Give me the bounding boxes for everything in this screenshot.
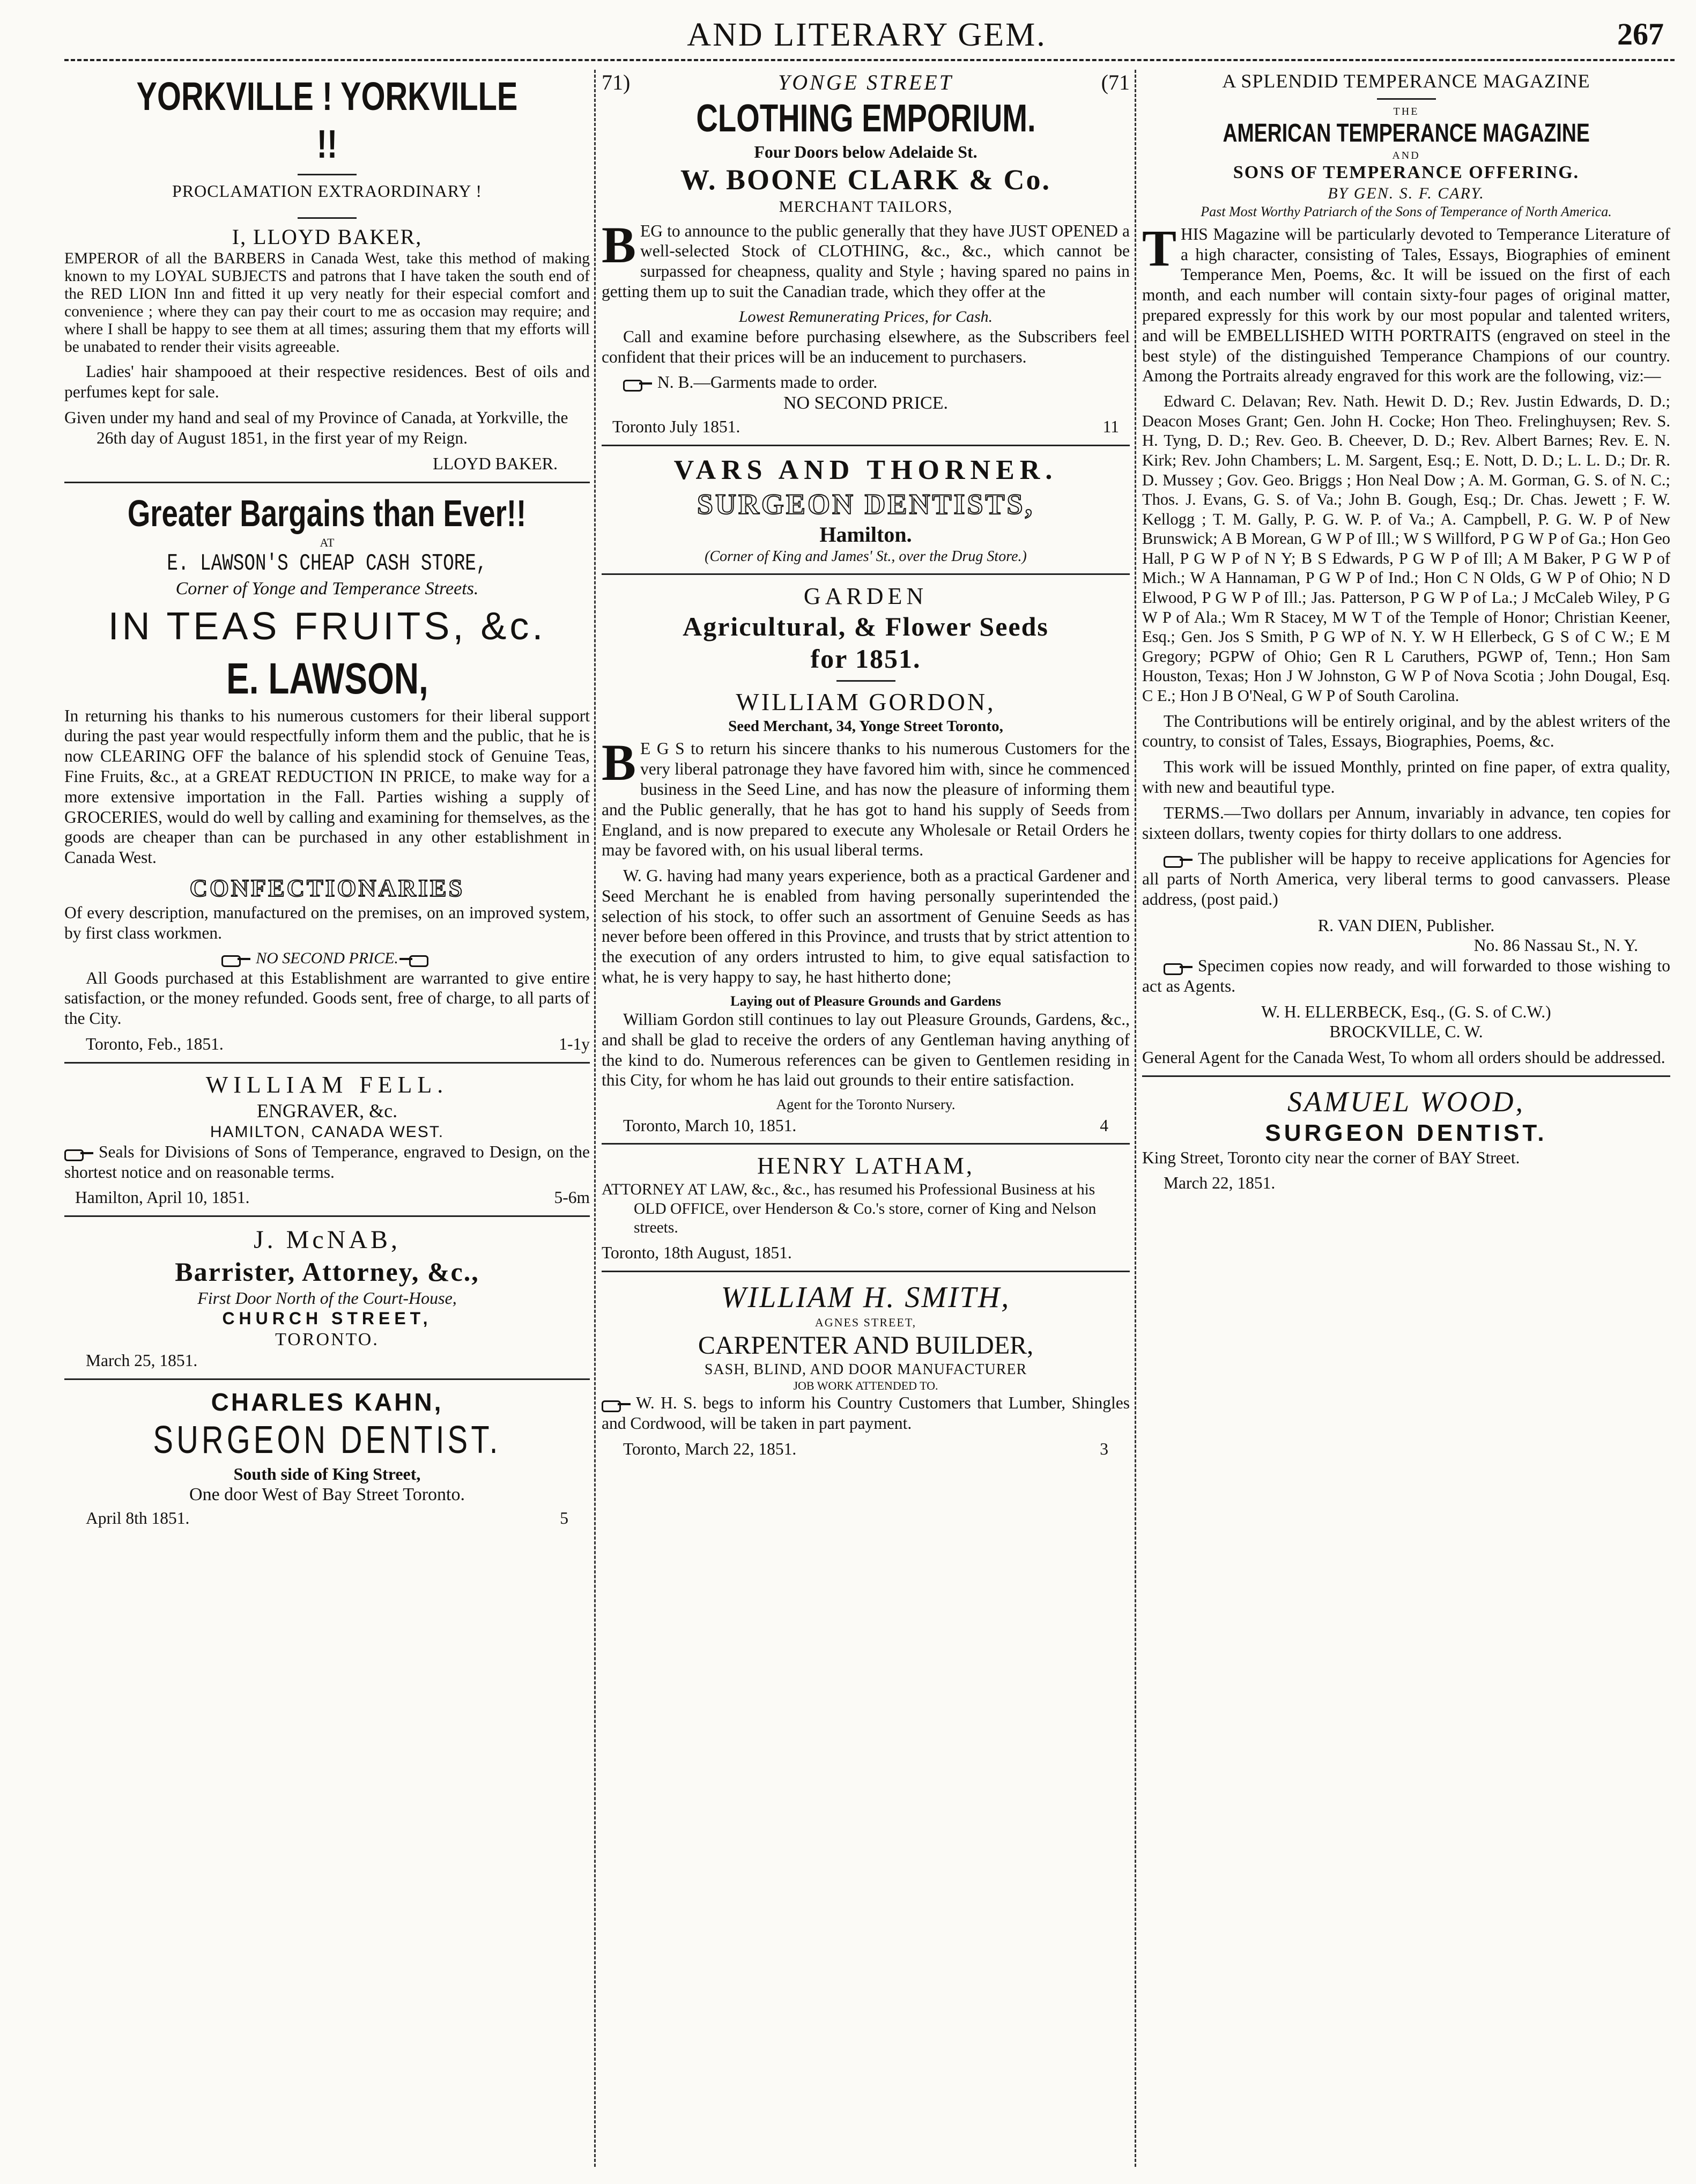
smith-ad (602, 1280, 1130, 1459)
section-rule (64, 1378, 590, 1380)
ad-subtitle: PROCLAMATION EXTRAORDINARY ! (172, 181, 482, 201)
lawson-ad (64, 491, 590, 1054)
column-2 (602, 70, 1130, 2167)
ad-role: Barrister, Attorney, &c., (175, 1256, 479, 1287)
ad-name: CHARLES KAHN, (211, 1388, 443, 1416)
header-rule (64, 59, 1675, 61)
ad-address: King Street, Toronto city near the corner of BAY Street. (1142, 1148, 1520, 1167)
terms-text: TERMS.—Two dollars per Annum, invariably in advance, ten copies for sixteen dollars, twenty copies for thirty dollars to one address. (1142, 803, 1670, 843)
drop-cap: B (602, 216, 636, 274)
ad-and: AND (1392, 149, 1420, 161)
running-title: AND LITERARY GEM. (687, 17, 1047, 53)
ad-footer (602, 1116, 1130, 1136)
monthly-text: This work will be issued Monthly, printed on fine paper, of extra quality, with new and beautiful type. (1142, 757, 1670, 797)
section-rule (64, 1215, 590, 1217)
column-1 (64, 70, 590, 2167)
street-name: YONGE STREET (778, 70, 953, 94)
ad-at: AT (320, 535, 335, 549)
section-rule (64, 1062, 590, 1064)
confect-body: Of every description, manufactured on the premises, on an improved system, by first class workmen. (64, 903, 590, 942)
ad-given: Given under my hand and seal of my Province of Canada, at Yorkville, the 26th day of August 1851, in the first year of my Reign. (64, 408, 568, 447)
fell-ad (64, 1071, 590, 1208)
pointing-hand-icon (1164, 853, 1194, 868)
agent-text: General Agent for the Canada West, To whom all orders should be addressed. (1142, 1048, 1665, 1067)
ad-address: South side of King Street, (233, 1464, 421, 1484)
ad-sons: SONS OF TEMPERANCE OFFERING. (1233, 162, 1580, 182)
ad-name: SAMUEL WOOD, (1287, 1085, 1525, 1118)
ad-title: YORKVILLE ! YORKVILLE !! (136, 74, 518, 166)
confectionaries-heading: CONFECTIONARIES (189, 874, 465, 902)
vars-thorner-ad (602, 454, 1130, 566)
ad-top: A SPLENDID TEMPERANCE MAGAZINE (1222, 70, 1590, 92)
ad-body: In returning his thanks to his numerous customers for their liberal support during the past year would respectfully inform them and the public, that he is now CLEARING OFF the balance of his splendid stock of Genuine Teas, Fine Fruits, &c., at a GREAT REDUCTION IN PRICE, to make way for a more extensive importation in the Fall. Parties wishing a supply of GROCERIES, would do well by calling and examining for themselves, as the goods are cheaper than can be purchased in any other establishment in Canada West. (64, 706, 590, 867)
drop-cap: B (602, 734, 636, 792)
call-text: Call and examine before purchasing elsewhere, as the Subscribers feel confident that their prices will be an inducement to purchasers. (602, 327, 1130, 366)
ad-code: 5 (560, 1508, 568, 1528)
ad-body: EMPEROR of all the BARBERS in Canada West, take this method of making known to my LOYAL SUBJECTS and patrons that I have taken the south end of the RED LION Inn and fitted it up very neatly for their especial comfort and convenience ; where they can pay their court to me as occasion may require; and where I shall be happy to see them at all times; assuring them that my efforts will be unabated to render their visits agreeable. (64, 249, 590, 356)
no-second-price: NO SECOND PRICE. (64, 949, 590, 968)
page-number: 267 (1617, 17, 1664, 51)
section-rule (602, 445, 1130, 446)
page-header (64, 16, 1669, 54)
ad-name: WILLIAM FELL. (205, 1071, 449, 1098)
ad-trades: SASH, BLIND, AND DOOR MANUFACTURER (704, 1361, 1027, 1378)
ad-body-2: W. G. having had many years experience, both as a practical Gardener and Seed Merchant he is enabled from having personally superintended the selection of his stock, to offer such an assortment of Genuine Seeds as has never before been offered in this Province, and trusts that by strict attention to the execution of any orders intrusted to him, to give equal satisfaction to what, he is very happy to say, he hast hitherto done; (602, 866, 1130, 987)
latham-ad (602, 1152, 1130, 1263)
store-corner: Corner of Yonge and Temperance Streets. (175, 578, 479, 599)
kahn-ad (64, 1388, 590, 1529)
ad-name: J. McNAB, (253, 1226, 401, 1255)
pointing-hand-icon (398, 952, 428, 967)
ad-date: March 25, 1851. (86, 1351, 198, 1370)
ad-body: THIS Magazine will be particularly devoted to Temperance Literature of a high character, consisting of Tales, Essays, Biographies of eminent Temperance Men, Poems, &c. It will be issued on the first of each month, and each number will contain sixty-four pages of original matter, prepared expressly for this work by our most popular and talented writers, and will be EMBELLISHED WITH PORTRAITS (engraved on steel in the best style) of the distinguished Temperance Champions of our country. Among the Portraits already engraved for this work are the following, viz:— (1142, 219, 1670, 386)
ad-footer (602, 417, 1130, 437)
column-3 (1142, 70, 1670, 2167)
publisher-name: R. VAN DIEN, Publisher. (1317, 915, 1495, 935)
ad-code: 11 (1102, 417, 1119, 436)
temperance-magazine-ad (1142, 70, 1670, 1068)
ad-signature: LLOYD BAKER. (433, 454, 558, 474)
column-divider-1 (594, 70, 596, 2167)
seeds-heading: Agricultural, & Flower Seeds (683, 611, 1049, 642)
ad-role: CARPENTER AND BUILDER, (698, 1331, 1034, 1360)
ad-date: Toronto, March 22, 1851. (623, 1439, 797, 1458)
ad-body: Seals for Divisions of Sons of Temperance, engraved to Design, on the shortest notice and on reasonable terms. (64, 1142, 590, 1182)
samuel-wood-ad (1142, 1084, 1670, 1193)
yonge-street-ad (602, 70, 1130, 437)
ad-the: THE (1393, 106, 1419, 118)
ad-name: I, LLOYD BAKER, (232, 224, 423, 249)
section-rule (602, 1143, 1130, 1145)
ad-date: Toronto, 18th August, 1851. (602, 1243, 792, 1263)
ad-footer (64, 1508, 590, 1529)
publisher-address: No. 86 Nassau St., N. Y. (1473, 936, 1638, 955)
ad-role: MERCHANT TAILORS, (779, 197, 953, 216)
ad-address: First Door North of the Court-House, (197, 1288, 457, 1308)
section-rule (602, 573, 1130, 575)
drop-cap: T (1142, 219, 1177, 277)
pointing-hand-icon (602, 1397, 632, 1412)
ad-footer (64, 1187, 590, 1208)
section-rule (602, 1271, 1130, 1272)
street-banner (602, 70, 1130, 95)
ad-role: SURGEON DENTIST. (153, 1419, 501, 1462)
ad-author: BY GEN. S. F. CARY. (1328, 184, 1485, 202)
seeds-year: for 1851. (810, 644, 921, 674)
contributions-text: The Contributions will be entirely original, and by the ablest writers of the country, to consist of Tales, Essays, Biographies, Poems, &c. (1142, 711, 1670, 751)
publisher-text: The publisher will be happy to receive applications for Agencies for all parts of North America, very liberal terms to good canvassers. Please address, (post paid.) (1142, 849, 1670, 909)
ad-date: Hamilton, April 10, 1851. (75, 1188, 250, 1207)
nursery-agent: Agent for the Toronto Nursery. (776, 1096, 956, 1113)
nb-line: N. B.—Garments made to order. (602, 372, 1130, 393)
ad-code: 3 (1100, 1439, 1108, 1458)
ad-body: ATTORNEY AT LAW, &c., &c., has resumed his Professional Business at his OLD OFFICE, over Henderson & Co.'s store, corner of King and Nelson streets. (602, 1181, 1097, 1237)
ad-subtitle: Four Doors below Adelaide St. (754, 142, 977, 162)
pointing-hand-icon (1164, 960, 1194, 975)
laying-out-heading: Laying out of Pleasure Grounds and Gardens (730, 993, 1001, 1009)
ad-street: AGNES STREET, (814, 1316, 917, 1330)
ad-code: 1-1y (559, 1035, 590, 1054)
mcnab-ad (64, 1224, 590, 1371)
pointing-hand-icon (221, 952, 251, 967)
garden-heading: GARDEN (803, 582, 928, 609)
ad-footer (602, 1439, 1130, 1459)
ad-place: HAMILTON, CANADA WEST. (210, 1123, 445, 1141)
ad-footer (64, 1034, 590, 1054)
ad-job: JOB WORK ATTENDED TO. (793, 1378, 938, 1392)
ad-date: Toronto, Feb., 1851. (86, 1035, 224, 1054)
ad-body: W. H. S. begs to inform his Country Customers that Lumber, Shingles and Cordwood, will be taken in part payment. (602, 1393, 1130, 1433)
ad-date: Toronto, March 10, 1851. (623, 1116, 797, 1135)
specimen-text: Specimen copies now ready, and will forwarded to those wishing to act as Agents. (1142, 956, 1670, 995)
ad-name: HENRY LATHAM, (757, 1153, 974, 1179)
ad-title: Greater Bargains than Ever!! (128, 492, 527, 534)
ad-body: BEG to announce to the public generally that they have JUST OPENED a well-selected Stock of CLOTHING, &c., &c., which cannot be surpassed for cheapness, quality and Style ; having spared no pains in getting them up to suit the Canadian trade, which they offer at the (602, 216, 1130, 301)
ad-city: Hamilton. (819, 522, 912, 547)
yorkville-ad (64, 73, 590, 474)
ad-date: April 8th 1851. (86, 1508, 190, 1528)
ad-name: WILLIAM GORDON, (736, 688, 996, 716)
gordon-seeds-ad (602, 582, 1130, 1136)
street-number: 71) (602, 70, 631, 94)
store-name: E. LAWSON'S CHEAP CASH STORE, (167, 550, 487, 578)
ad-firm: W. BOONE CLARK & Co. (680, 163, 1051, 196)
ad-date: Toronto July 1851. (612, 417, 740, 436)
street-number: (71 (1101, 70, 1130, 94)
ad-body-3: William Gordon still continues to lay out Pleasure Grounds, Gardens, &c., and shall be glad to receive the orders of any Gentleman having anything of the kind to do. Numerous references can be given to Gentlemen residing in this City, for whom he has laid out grounds to their entire satisfaction. (602, 1010, 1130, 1090)
ad-address-2: One door West of Bay Street Toronto. (189, 1485, 465, 1505)
ad-ladies: Ladies' hair shampooed at their respective residences. Best of oils and perfumes kept for sale. (64, 362, 590, 401)
ad-body: B E G S to return his sincere thanks to his numerous Customers for the very liberal patronage they have favored him with, since he commenced business in the Seed Line, and has now the pleasure of informing them and the Public generally, that he has got to hand his supply of Seeds from England, and is now prepared to execute any Wholesale or Retail Orders he may be favored with, on his usual liberal terms. (602, 734, 1130, 860)
ad-date: March 22, 1851. (1164, 1174, 1276, 1193)
ad-name: E. LAWSON, (226, 654, 428, 704)
lowest-prices: Lowest Remunerating Prices, for Cash. (738, 307, 993, 326)
ad-title: CLOTHING EMPORIUM. (695, 97, 1036, 140)
portrait-names: Edward C. Delavan; Rev. Nath. Hewit D. D.; Rev. Justin Edwards, D. D.; Deacon Moses Grant; Gen. John H. Cocke; Hon Theo. Frelinghuysen; Rev. S. H. Tyng, D. D.; Rev. Geo. B. Cheever, D. D.; Rev. Albert Barnes; Rev. E. N. Kirk; Rev. John Chambers; L. M. Sargent, Esq.; E. Nott, D. D.; L. L. D.; Dr. R. D. Mussey ; Gov. Geo. Briggs ; Hon Neal Dow ; A. M. Gorman, G. S. of N. C.; Thos. J. Evans, G. S. of Va.; John B. Gough, Esq.; Dr. Chas. Jewett ; F. W. Kellogg ; T. M. Gally, P. G. W. P. of Va.; A. Campbell, P. G. W. P of New Brunswick; A B Morean, G W P of Ill.; W S Willford, P G W P of Ga.; Hon Geo Hall, P G W P of N Y; B S Edwards, P G W P of Ill; A M Baker, P G W P of Mich.; W A Hannaman, P G W P of Ind.; Hon C N Olds, G W P of Ohio; N D Elwood, P G W P of Ill.; Jas. Patterson, P G W P of La.; J McCaleb Wiley, P G W P of Ala.; Wm R Stacey, M W T of the Temple of Honor; Christian Keener, Esq.; Gen. Jos S Smith, P G WP of N. Y. W H Ellerbeck, G S of C W.; E M Gregory; PGPW of Ohio; Gen R L Caruthers, PGWP of, Tenn.; Hon Sam Houston, Texas; Hon J W Johnston, G W P of Nova Scotia ; John Dougal, Esq. C E.; Hon J B O'Neal, G W P of South Carolina. (1142, 392, 1670, 705)
ad-author-title: Past Most Worthy Patriarch of the Sons of Temperance of North America. (1201, 203, 1612, 219)
ad-street: CHURCH STREET, (222, 1309, 432, 1329)
ad-name: WILLIAM H. SMITH, (721, 1281, 1011, 1315)
agent-city: BROCKVILLE, C. W. (1329, 1022, 1483, 1042)
teas-heading: IN TEAS FRUITS, &c. (108, 604, 546, 648)
pointing-hand-icon (64, 1146, 94, 1161)
ad-title: AMERICAN TEMPERANCE MAGAZINE (1223, 119, 1590, 148)
agent-name: W. H. ELLERBECK, Esq., (G. S. of C.W.) (1261, 1002, 1551, 1021)
ad-name: VARS AND THORNER. (673, 454, 1058, 485)
ad-city: TORONTO. (275, 1329, 379, 1349)
ad-code: 4 (1100, 1116, 1108, 1135)
ad-role: Seed Merchant, 34, Yonge Street Toronto, (728, 717, 1003, 735)
ad-role: SURGEON DENTIST. (1265, 1119, 1547, 1146)
column-divider-2 (1135, 70, 1136, 2167)
ad-address: (Corner of King and James' St., over the Drug Store.) (705, 548, 1027, 565)
pointing-hand-icon (623, 377, 653, 392)
section-rule (1142, 1075, 1670, 1077)
no-second-price: NO SECOND PRICE. (783, 393, 948, 414)
warranted-text: All Goods purchased at this Establishment are warranted to give entire satisfaction, or the money refunded. Goods sent, free of charge, to all parts of the City. (64, 968, 590, 1028)
ad-trade: ENGRAVER, &c. (256, 1100, 398, 1121)
section-rule (64, 482, 590, 483)
ad-code: 5-6m (554, 1188, 590, 1207)
ad-role: SURGEON DENTISTS, (697, 488, 1035, 521)
